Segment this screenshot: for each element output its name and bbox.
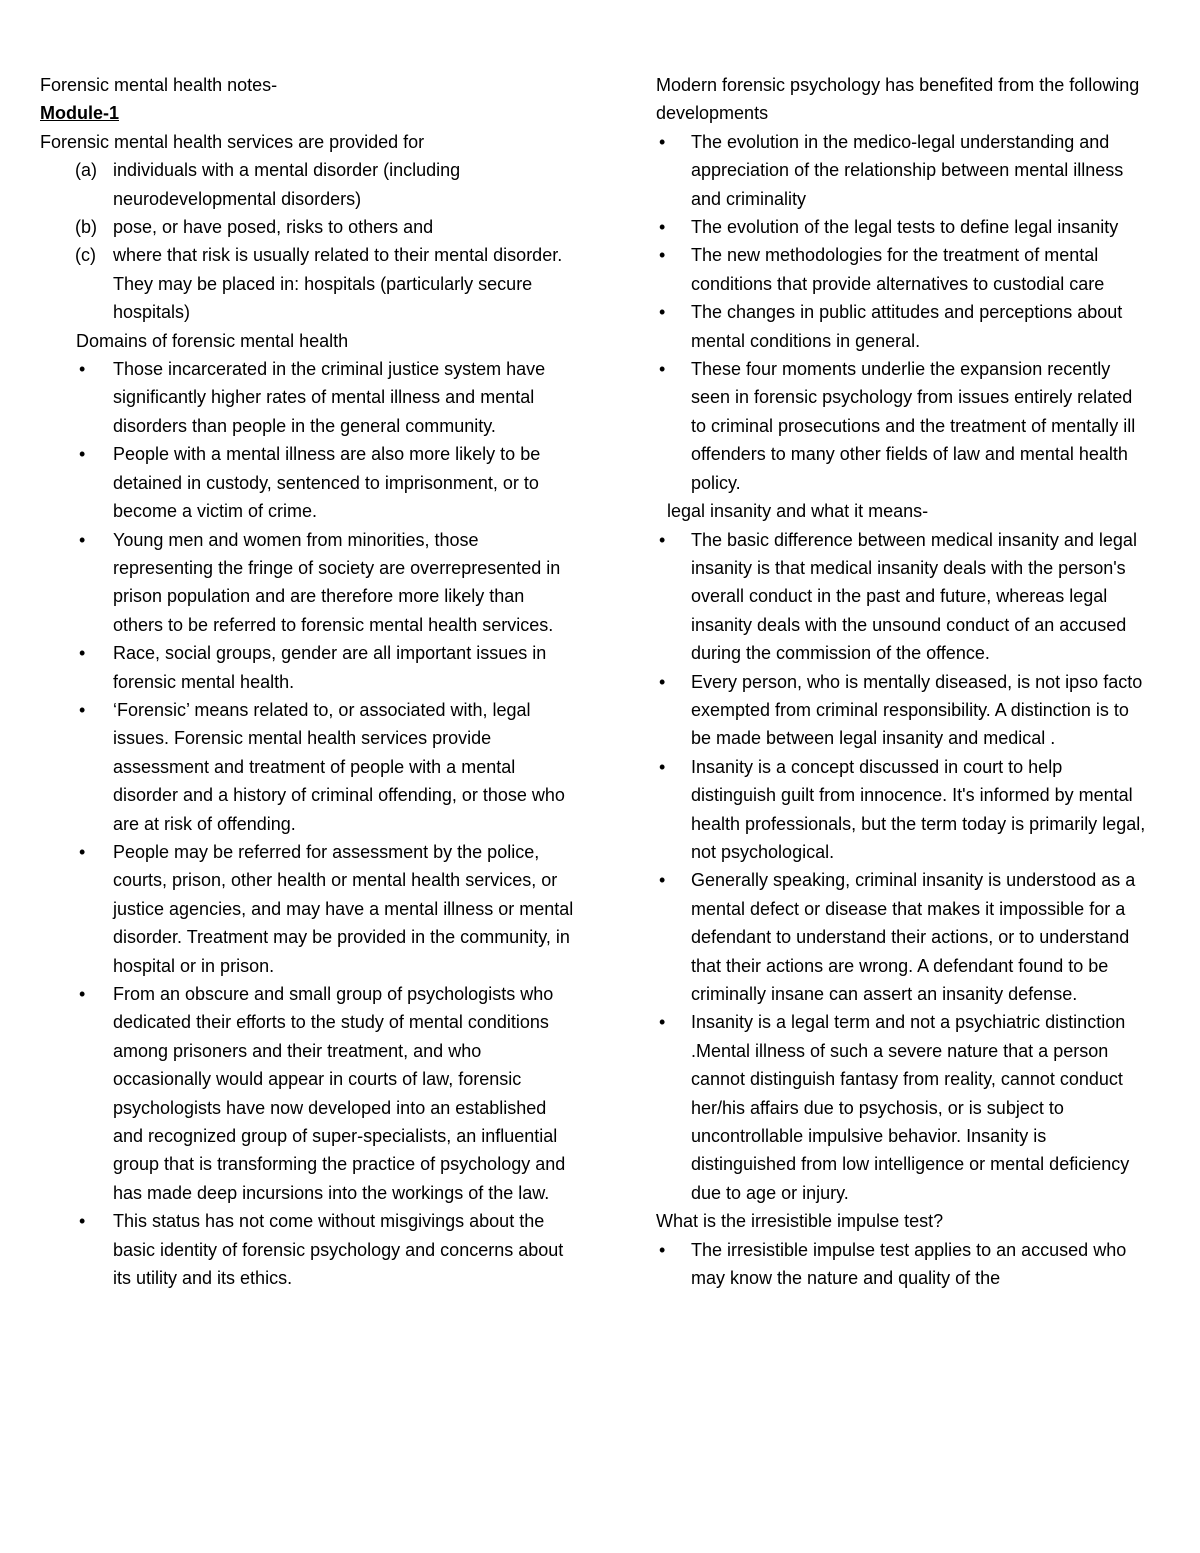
services-intro: Forensic mental health services are provided for xyxy=(40,131,425,152)
document-title: Forensic mental health notes- xyxy=(40,75,278,95)
developments-intro: Modern forensic psychology has benefited from the following developments xyxy=(656,75,1140,124)
left-column xyxy=(40,71,575,1292)
list-item-text: Young men and women from minorities, those representing the fringe of society are overrepresented in prison population and are therefore more likely than others to be referred to forensic mental health services. xyxy=(113,529,561,635)
list-item xyxy=(40,355,575,440)
list-item-text: The evolution in the medico-legal understanding and appreciation of the relationship between mental illness and criminality xyxy=(691,131,1124,209)
list-item-text: The irresistible impulse test applies to an accused who may know the nature and quality of the xyxy=(691,1239,1127,1289)
right-column xyxy=(656,71,1146,1292)
bullet-icon: • xyxy=(79,1211,86,1232)
bullet-icon: • xyxy=(659,756,666,777)
list-item-text: From an obscure and small group of psychologists who dedicated their efforts to the study of mental conditions among prisoners and their treatment, and who occasionally would appear in courts of law, forensic psychologists have now developed into an established and recognized group of super-specialists, an influential group that is transforming the practice of psychology and has made deep incursions into the workings of the law. xyxy=(113,984,566,1203)
list-item-text: People with a mental illness are also more likely to be detained in custody, sentenced to imprisonment, or to become a victim of crime. xyxy=(113,444,541,522)
bullet-icon: • xyxy=(79,359,86,380)
list-item xyxy=(40,213,575,241)
list-item-text: individuals with a mental disorder (including neurodevelopmental disorders) xyxy=(113,160,461,209)
list-item xyxy=(656,866,1146,1008)
bullet-icon: • xyxy=(659,245,666,266)
domains-heading: Domains of forensic mental health xyxy=(76,330,349,351)
legal-insanity-bullet-list xyxy=(656,526,1146,1208)
module-heading: Module-1 xyxy=(40,103,119,124)
bullet-icon: • xyxy=(79,444,86,465)
bullet-icon: • xyxy=(659,1012,666,1033)
bullet-icon: • xyxy=(659,217,666,238)
list-item xyxy=(656,298,1146,355)
list-item xyxy=(656,1236,1146,1293)
list-item xyxy=(656,526,1146,668)
list-item xyxy=(656,753,1146,867)
list-item-text: where that risk is usually related to their mental disorder. They may be placed in: hospitals (particularly secure hospitals) xyxy=(113,245,563,323)
irresistible-impulse-bullet-list xyxy=(656,1236,1146,1293)
list-item xyxy=(656,241,1146,298)
bullet-icon: • xyxy=(659,529,666,550)
list-item xyxy=(40,980,575,1207)
list-item-text: Generally speaking, criminal insanity is understood as a mental defect or disease that makes it impossible for a defendant to understand their actions, or to understand that their actions are wrong. A defendant found to be criminally insane can assert an insanity defense. xyxy=(691,870,1136,1004)
bullet-icon: • xyxy=(659,359,666,380)
list-item-text: People may be referred for assessment by the police, courts, prison, other health or mental health services, or justice agencies, and may have a mental illness or mental disorder. Treatment may be provided in the community, in hospital or in prison. xyxy=(113,841,574,976)
list-item-text: Every person, who is mentally diseased, is not ipso facto exempted from criminal responsibility. A distinction is to be made between legal insanity and medical . xyxy=(691,671,1143,749)
list-item xyxy=(40,440,575,525)
list-item-text: Insanity is a concept discussed in court to help distinguish guilt from innocence. It's informed by mental health professionals, but the term today is primarily legal, not psychological. xyxy=(691,756,1146,862)
list-marker: (a) xyxy=(75,160,97,181)
list-item xyxy=(40,241,575,326)
list-item xyxy=(656,213,1146,241)
legal-insanity-heading: legal insanity and what it means- xyxy=(667,501,929,522)
list-item xyxy=(40,1207,575,1292)
bullet-icon: • xyxy=(659,131,666,152)
list-item-text: The changes in public attitudes and perceptions about mental conditions in general. xyxy=(691,302,1123,351)
bullet-icon: • xyxy=(659,1239,666,1260)
list-item xyxy=(40,696,575,838)
bullet-icon: • xyxy=(79,643,86,664)
bullet-icon: • xyxy=(79,841,86,862)
list-item-text: The evolution of the legal tests to define legal insanity xyxy=(691,217,1119,238)
bullet-icon: • xyxy=(79,984,86,1004)
bullet-icon: • xyxy=(79,529,86,550)
list-item xyxy=(40,838,575,980)
list-item xyxy=(656,1008,1146,1207)
list-item xyxy=(656,668,1146,753)
services-criteria-list xyxy=(40,156,575,326)
list-item-text: pose, or have posed, risks to others and xyxy=(113,217,434,238)
domains-bullet-list xyxy=(40,355,575,1292)
bullet-icon: • xyxy=(659,302,666,323)
developments-bullet-list xyxy=(656,128,1146,497)
bullet-icon: • xyxy=(79,699,86,720)
list-marker: (c) xyxy=(75,245,96,266)
bullet-icon: • xyxy=(659,671,666,692)
list-item-text: These four moments underlie the expansion recently seen in forensic psychology from issues entirely related to criminal prosecutions and the treatment of mentally ill offenders to many other fields of law and mental health policy. xyxy=(691,359,1136,493)
list-item-text: The new methodologies for the treatment of mental conditions that provide alternatives to custodial care xyxy=(691,245,1105,294)
list-item-text: Those incarcerated in the criminal justice system have significantly higher rates of mental illness and mental disorders than people in the general community. xyxy=(113,359,546,436)
list-item-text: ‘Forensic’ means related to, or associated with, legal issues. Forensic mental health services provide assessment and treatment of people with a mental disorder and a history of criminal offending, or those who are at risk of offending. xyxy=(113,699,565,834)
list-item-text: The basic difference between medical insanity and legal insanity is that medical insanity deals with the person's overall conduct in the past and future, whereas legal insanity deals with the unsound conduct of an accused during the commission of the offence. xyxy=(691,529,1137,664)
list-item xyxy=(656,128,1146,213)
list-item-text: Insanity is a legal term and not a psychiatric distinction .Mental illness of such a severe nature that a person cannot distinguish fantasy from reality, cannot conduct her/his affairs due to psychosis, or is subject to uncontrollable impulsive behavior. Insanity is distinguished from low intelligence or mental deficiency due to age or injury. xyxy=(691,1012,1130,1203)
list-marker: (b) xyxy=(75,217,97,238)
list-item xyxy=(656,355,1146,497)
list-item xyxy=(40,156,575,213)
list-item-text: Race, social groups, gender are all important issues in forensic mental health. xyxy=(113,643,547,692)
list-item-text: This status has not come without misgivings about the basic identity of forensic psychology and concerns about its utility and its ethics. xyxy=(113,1211,564,1289)
list-item xyxy=(40,526,575,640)
irresistible-impulse-heading: What is the irresistible impulse test? xyxy=(656,1211,944,1232)
list-item xyxy=(40,639,575,696)
bullet-icon: • xyxy=(659,870,666,891)
